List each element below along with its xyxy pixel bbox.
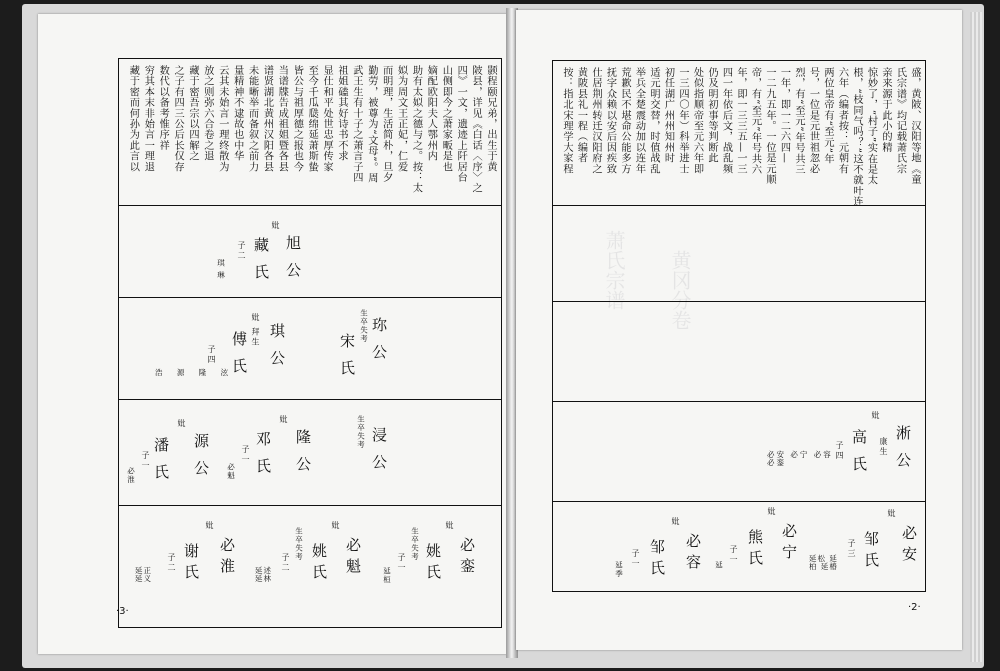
row-divider	[119, 205, 501, 206]
page-number: ·3·	[116, 606, 129, 617]
text-column: 仕居荆州转迁汉阳府之	[590, 67, 601, 174]
sons-list: 必安 必宁 必容 必銮	[767, 450, 833, 467]
left-genealogy-frame	[118, 58, 502, 628]
text-column: 未能晰举而备叙之前力	[246, 65, 258, 172]
sons-list: 浩 源 隆 泫	[155, 368, 235, 377]
text-column: 处似指顺帝至元六年即	[691, 67, 703, 174]
wife-label: 妣	[887, 509, 896, 519]
text-column: 仍及明初事等判断此	[706, 67, 717, 164]
birth-note: 康生	[879, 437, 888, 457]
text-column: 举兵全楚震动加以连年	[633, 67, 645, 174]
person-name: 琪公	[268, 323, 286, 377]
sons-label: 子一	[141, 451, 150, 471]
text-column: 四》一文，遗迹上阡居台	[455, 65, 467, 183]
text-column: 号，一位是元世祖忽必	[807, 67, 819, 174]
text-column: 武王生有十子之萧言子四	[350, 65, 362, 183]
text-column: 皆公与祖厚德之报也今	[291, 65, 303, 172]
text-column: 黄陂县礼一程（编者	[575, 67, 587, 164]
wife-name: 邹氏	[648, 539, 666, 581]
text-column: 适元明交替，时值战乱	[648, 67, 659, 174]
right-genealogy-frame	[552, 60, 926, 592]
sons-list: 延述 延林	[255, 566, 272, 583]
wife-label: 妣 拜生	[251, 313, 260, 348]
text-column: 根，“枝同气吗？”这不就叶连	[851, 67, 862, 207]
text-column: 帝，有“至元”年号共六	[749, 67, 761, 175]
text-column: 量精神不逮故也中华	[231, 65, 243, 162]
text-column: 显仕和平处世忠厚传家	[321, 65, 333, 172]
sons-list: 延正 延义	[135, 566, 152, 583]
page-edges	[970, 12, 982, 662]
wife-name: 谢氏	[182, 543, 200, 585]
show-through: 黄冈分卷	[668, 250, 692, 330]
sons-list: 延松 延柏 延椿	[809, 554, 838, 571]
text-column: 初任湖广州州知州时	[662, 67, 674, 164]
text-column: 至今千瓜瓞绵延萧斯蛰	[306, 65, 318, 172]
row-divider	[553, 501, 925, 502]
text-column: 一二九五年。一位是元顺	[764, 67, 775, 185]
sons-label: 子一	[397, 553, 406, 573]
person-name: 珎公	[370, 317, 388, 371]
wife-name: 潘氏	[152, 437, 170, 491]
text-column: 嫡配欧阳夫人鄂州内	[425, 65, 437, 162]
text-column: 放之则弥六合卷之退	[201, 65, 213, 162]
text-column: 六年（编者按：元朝有	[836, 67, 848, 174]
left-page	[38, 14, 508, 654]
person-name: 必淮	[218, 537, 236, 579]
sons-label: 子二	[167, 553, 176, 573]
wife-label: 妣	[177, 419, 186, 429]
text-column: 年，即一三三五—一三	[735, 67, 746, 174]
birth-note: 生卒失考	[294, 527, 304, 561]
wife-label: 妣	[671, 517, 680, 527]
left-text-block	[119, 59, 501, 205]
text-column: 抚字众赖以安后因疾致	[604, 67, 616, 174]
sons-label: 子二	[237, 241, 246, 261]
right-page	[516, 10, 962, 650]
wife-label: 妣	[767, 507, 776, 517]
sons-label: 子一	[241, 445, 250, 465]
row-divider	[553, 401, 925, 402]
wife-label: 妣	[271, 221, 280, 231]
wife-name: 高氏	[850, 429, 868, 483]
text-column: 数代以备考惟序祥	[157, 65, 169, 151]
text-column: 惊妙了，“村子”实在是太	[865, 67, 877, 186]
wife-label: 妣	[331, 521, 340, 531]
wife-label: 妣	[205, 521, 214, 531]
right-text-block	[553, 61, 925, 205]
row-divider	[119, 297, 501, 298]
person-name: 必魁	[344, 537, 362, 579]
text-column: 之子有四三公后长仅存	[172, 65, 184, 172]
person-name: 淅公	[894, 425, 912, 479]
sons-list: 必淮	[126, 467, 136, 484]
text-column: 而明理，生活简朴，旦夕	[380, 65, 392, 183]
text-column: 一年，即一二六四—	[778, 67, 790, 164]
sons-label: 子四	[835, 441, 844, 461]
sons-list: 延桓	[382, 567, 392, 584]
text-column: 谱贤湖北黄州汉阳各县	[261, 65, 273, 172]
show-through: 萧氏宗谱	[602, 230, 626, 310]
birth-note: 生卒失考	[410, 527, 420, 561]
wife-name: 姚氏	[424, 543, 442, 585]
sons-label: 子四	[207, 345, 216, 365]
text-column: 烈，有“至元”年号共三	[793, 67, 804, 175]
wife-name: 邹氏	[862, 531, 880, 573]
person-name: 源公	[192, 433, 210, 487]
text-column: 勤劳，被尊为“文母”。周	[365, 65, 377, 184]
row-divider	[119, 505, 501, 506]
text-column: 氏宗谱》均记载萧氏宗	[894, 67, 906, 174]
birth-note: 生卒失考	[359, 309, 369, 343]
sons-label: 子三	[847, 539, 856, 559]
sons-label: 子一	[729, 545, 738, 565]
text-column: 两位皇帝有“至元”年	[822, 67, 833, 165]
text-column: 盛，黄陂、汉阳等地《童	[909, 67, 920, 185]
sons-list: 延	[714, 561, 724, 570]
text-column: 当谱牒告成祖姐暨各县	[276, 65, 288, 172]
text-column: 亲来源于此小的精	[880, 67, 891, 153]
person-name: 浸公	[370, 427, 388, 481]
wife-label: 妣	[871, 411, 880, 421]
text-column: 祖姐磕其好诗书不求	[336, 65, 347, 162]
text-column: 藏于密而何孙为此言以	[127, 65, 139, 172]
text-column: 陂县，详见《白话〈序〉之	[470, 65, 482, 194]
person-name: 隆公	[294, 429, 312, 483]
sons-list: 琪 琳	[216, 259, 226, 280]
wife-name: 宋氏	[338, 333, 356, 387]
person-name: 必宁	[780, 523, 798, 565]
wife-name: 藏氏	[252, 237, 270, 291]
text-column: 助有太姒之德与之。按：太	[410, 65, 422, 194]
row-divider	[553, 205, 925, 206]
text-column: 按：指北宋理学大家程	[561, 67, 572, 174]
text-column: 穷其本末非始言一理退	[142, 65, 154, 172]
person-name: 必容	[684, 533, 702, 575]
sons-list: 必魁	[226, 463, 236, 480]
wife-label: 妣	[279, 415, 288, 425]
person-name: 旭公	[284, 235, 302, 289]
text-column: 云其未始言一理终散为	[216, 65, 228, 172]
wife-name: 邓氏	[254, 431, 272, 485]
row-divider	[553, 301, 925, 302]
text-column: 山侧即今之萧家畈是也	[440, 65, 452, 172]
sons-label: 子一	[631, 549, 640, 569]
row-divider	[119, 399, 501, 400]
wife-name: 姚氏	[310, 543, 328, 585]
sons-list: 延季	[614, 561, 624, 578]
text-column: 颢程颐兄弟，出生于黄	[485, 65, 496, 172]
text-column: 藏于密吾宗以四解之	[187, 65, 198, 162]
page-number: ·2·	[908, 602, 921, 613]
text-column: 荒歉民不堪命公能多方	[619, 67, 630, 174]
text-column: 一三四〇年）科举进士	[677, 67, 688, 174]
person-name: 必安	[900, 525, 918, 567]
wife-name: 傅氏	[230, 331, 248, 385]
person-name: 必銮	[458, 537, 476, 579]
text-column: 姒为周文王正妃，仁爱	[395, 65, 407, 172]
text-column: 四一年依后文，战乱频	[720, 67, 732, 174]
wife-name: 熊氏	[746, 529, 764, 571]
wife-label: 妣	[445, 521, 454, 531]
birth-note: 生卒失考	[356, 415, 366, 449]
sons-label: 子二	[281, 553, 290, 573]
